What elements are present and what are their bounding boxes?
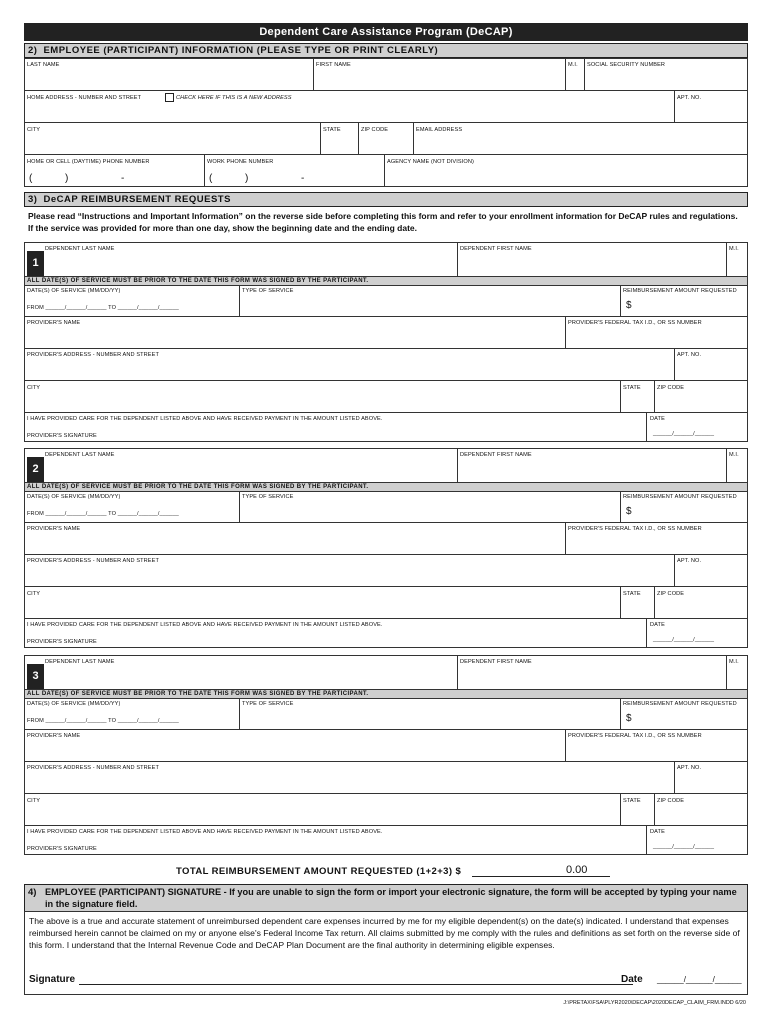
dep3-certify-text: I HAVE PROVIDED CARE FOR THE DEPENDENT LISTED ABOVE AND HAVE RECEIVED PAYMENT IN THE AMOUNT LISTED ABOVE. bbox=[27, 829, 383, 835]
email-field[interactable] bbox=[413, 122, 748, 155]
dep1-last-name-field[interactable] bbox=[24, 242, 458, 277]
dep3-city-field[interactable] bbox=[24, 793, 621, 826]
dep3-notice: ALL DATE(S) OF SERVICE MUST BE PRIOR TO THE DATE THIS FORM WAS SIGNED BY THE PARTICIPANT. bbox=[27, 691, 369, 697]
home-phone-dash: - bbox=[121, 173, 125, 184]
dep3-apt-label: APT. NO. bbox=[677, 765, 702, 771]
zip-field[interactable] bbox=[358, 122, 414, 155]
section-4-body bbox=[24, 911, 748, 995]
dep1-dollar-sign: $ bbox=[626, 300, 632, 311]
dep2-apt-label: APT. NO. bbox=[677, 558, 702, 564]
dep3-provider-signature-label: PROVIDER'S SIGNATURE bbox=[27, 846, 97, 852]
dep1-date-field[interactable] bbox=[646, 412, 748, 442]
dep1-first-name-label: DEPENDENT FIRST NAME bbox=[460, 246, 532, 252]
dep3-apt-field[interactable] bbox=[674, 761, 748, 794]
city-label: CITY bbox=[27, 127, 41, 133]
signature-date-field[interactable]: ______/______/______ bbox=[657, 975, 742, 984]
signature-label: Signature bbox=[29, 974, 76, 985]
dep1-from-to: FROM ______/______/______ TO ______/______/______ bbox=[27, 305, 179, 311]
dep3-type-field[interactable] bbox=[239, 698, 621, 730]
dep3-tax-id-field[interactable] bbox=[565, 729, 748, 762]
dep2-number-badge: 2 bbox=[27, 457, 44, 482]
section-4-title: EMPLOYEE (PARTICIPANT) SIGNATURE - If you are unable to sign the form or import your electronic signature, the form will be accepted by typing your name in the signature field. bbox=[45, 887, 737, 909]
section-4-statement: The above is a true and accurate statement of unreimbursed dependent care expenses incurred by me for my eligible dependent(s) on the date(s) indicated. I understand that expenses reimbursed herein cannot be claimed on my or anyone else's Federal Income Tax return. All claims submitted by me comply with the rules and definitions as set forth on the reverse side of this form. I understand that the Internal Revenue Code and DeCAP Plan Document are the final authority in determining eligible expenses. bbox=[29, 916, 740, 950]
dep3-tax-id-label: PROVIDER'S FEDERAL TAX I.D., OR SS NUMBER bbox=[568, 733, 702, 739]
dep3-provider-address-field[interactable] bbox=[24, 761, 675, 794]
dep1-state-field[interactable] bbox=[620, 380, 655, 413]
dep2-apt-field[interactable] bbox=[674, 554, 748, 587]
new-address-label: CHECK HERE IF THIS IS A NEW ADDRESS bbox=[176, 95, 292, 101]
dep1-apt-label: APT. NO. bbox=[677, 352, 702, 358]
dep3-amount-field[interactable] bbox=[620, 698, 748, 730]
dep1-first-name-field[interactable] bbox=[457, 242, 727, 277]
dep3-date-field[interactable] bbox=[646, 825, 748, 855]
dep2-type-field[interactable] bbox=[239, 491, 621, 523]
dep1-amount-label: REIMBURSEMENT AMOUNT REQUESTED bbox=[623, 288, 737, 294]
dep1-state-label: STATE bbox=[623, 385, 641, 391]
agency-field[interactable] bbox=[384, 154, 748, 187]
section-4-header bbox=[24, 884, 748, 912]
mi-field[interactable] bbox=[565, 58, 585, 91]
dep1-date-blank: ______/______/______ bbox=[653, 431, 715, 437]
ssn-field[interactable] bbox=[584, 58, 748, 91]
work-phone-field[interactable] bbox=[204, 154, 385, 187]
dep2-provider-address-field[interactable] bbox=[24, 554, 675, 587]
dep3-certify-box bbox=[24, 825, 647, 855]
dep2-type-label: TYPE OF SERVICE bbox=[242, 494, 294, 500]
dep3-from-to: FROM ______/______/______ TO ______/______/______ bbox=[27, 718, 179, 724]
dep1-type-field[interactable] bbox=[239, 285, 621, 317]
work-phone-label: WORK PHONE NUMBER bbox=[207, 159, 274, 165]
dep2-state-field[interactable] bbox=[620, 586, 655, 619]
agency-label: AGENCY NAME (NOT DIVISION) bbox=[387, 159, 474, 165]
dep1-tax-id-field[interactable] bbox=[565, 316, 748, 349]
dep3-zip-field[interactable] bbox=[654, 793, 748, 826]
dep3-state-label: STATE bbox=[623, 798, 641, 804]
signature-line[interactable] bbox=[79, 984, 633, 985]
dep3-city-label: CITY bbox=[27, 798, 41, 804]
dep3-dollar-sign: $ bbox=[626, 713, 632, 724]
dep3-provider-name-field[interactable] bbox=[24, 729, 566, 762]
state-label: STATE bbox=[323, 127, 341, 133]
first-name-field[interactable] bbox=[313, 58, 566, 91]
dep3-type-label: TYPE OF SERVICE bbox=[242, 701, 294, 707]
dep2-provider-name-label: PROVIDER'S NAME bbox=[27, 526, 81, 532]
dep2-dollar-sign: $ bbox=[626, 506, 632, 517]
dep2-last-name-field[interactable] bbox=[24, 448, 458, 483]
dep2-mi-field[interactable] bbox=[726, 448, 748, 483]
dep2-date-blank: ______/______/______ bbox=[653, 637, 715, 643]
dep3-zip-label: ZIP CODE bbox=[657, 798, 685, 804]
city-field[interactable] bbox=[24, 122, 321, 155]
dep3-dates-field[interactable] bbox=[24, 698, 240, 730]
dep2-dates-field[interactable] bbox=[24, 491, 240, 523]
dep2-amount-field[interactable] bbox=[620, 491, 748, 523]
dep3-last-name-label: DEPENDENT LAST NAME bbox=[45, 659, 115, 665]
dep1-apt-field[interactable] bbox=[674, 348, 748, 381]
dep2-provider-address-label: PROVIDER'S ADDRESS - NUMBER AND STREET bbox=[27, 558, 159, 564]
home-phone-paren-open: ( bbox=[29, 173, 33, 184]
dep3-amount-label: REIMBURSEMENT AMOUNT REQUESTED bbox=[623, 701, 737, 707]
signature-date-label: Date bbox=[621, 974, 643, 985]
mi-label: M.I. bbox=[568, 62, 578, 68]
dep3-date-label: DATE bbox=[650, 829, 665, 835]
dep1-provider-address-field[interactable] bbox=[24, 348, 675, 381]
dep1-type-label: TYPE OF SERVICE bbox=[242, 288, 294, 294]
form-title: Dependent Care Assistance Program (DeCAP) bbox=[24, 23, 748, 41]
dep1-dates-label: DATE(S) OF SERVICE (MM/DD/YY) bbox=[27, 288, 121, 294]
dep1-city-label: CITY bbox=[27, 385, 41, 391]
dep2-certify-text: I HAVE PROVIDED CARE FOR THE DEPENDENT LISTED ABOVE AND HAVE RECEIVED PAYMENT IN THE AMOUNT LISTED ABOVE. bbox=[27, 622, 383, 628]
dep1-number-badge: 1 bbox=[27, 251, 44, 276]
dep3-mi-field[interactable] bbox=[726, 655, 748, 690]
apt-field[interactable] bbox=[674, 90, 748, 123]
dep3-first-name-field[interactable] bbox=[457, 655, 727, 690]
dep3-number-badge: 3 bbox=[27, 664, 44, 689]
dep1-date-label: DATE bbox=[650, 416, 665, 422]
dep2-zip-field[interactable] bbox=[654, 586, 748, 619]
work-phone-dash: - bbox=[301, 173, 305, 184]
new-address-checkbox[interactable] bbox=[165, 93, 174, 102]
dep1-mi-field[interactable] bbox=[726, 242, 748, 277]
section-3-instructions: Please read “Instructions and Important Information” on the reverse side before completing this form and refer to your enrollment information for DeCAP rules and regulations. If the service was provided for more than one day, show the beginning date and the ending date. bbox=[28, 211, 738, 233]
dep1-zip-field[interactable] bbox=[654, 380, 748, 413]
last-name-label: LAST NAME bbox=[27, 62, 60, 68]
work-phone-paren-open: ( bbox=[209, 173, 213, 184]
section-3-title: DeCAP REIMBURSEMENT REQUESTS bbox=[43, 194, 231, 205]
work-phone-paren-close: ) bbox=[245, 173, 249, 184]
dep2-tax-id-field[interactable] bbox=[565, 522, 748, 555]
dep1-provider-name-label: PROVIDER'S NAME bbox=[27, 320, 81, 326]
dep2-dates-label: DATE(S) OF SERVICE (MM/DD/YY) bbox=[27, 494, 121, 500]
dep2-date-field[interactable] bbox=[646, 618, 748, 648]
dep2-notice: ALL DATE(S) OF SERVICE MUST BE PRIOR TO THE DATE THIS FORM WAS SIGNED BY THE PARTICIPANT. bbox=[27, 484, 369, 490]
dep2-state-label: STATE bbox=[623, 591, 641, 597]
dep2-from-to: FROM ______/______/______ TO ______/______/______ bbox=[27, 511, 179, 517]
dep2-date-label: DATE bbox=[650, 622, 665, 628]
dep1-dates-field[interactable] bbox=[24, 285, 240, 317]
dep3-last-name-field[interactable] bbox=[24, 655, 458, 690]
section-2-title: EMPLOYEE (PARTICIPANT) INFORMATION (PLEASE TYPE OR PRINT CLEARLY) bbox=[43, 45, 439, 56]
ssn-label: SOCIAL SECURITY NUMBER bbox=[587, 62, 666, 68]
dep2-city-field[interactable] bbox=[24, 586, 621, 619]
dep3-date-blank: ______/______/______ bbox=[653, 844, 715, 850]
dep2-first-name-label: DEPENDENT FIRST NAME bbox=[460, 452, 532, 458]
dep3-mi-label: M.I. bbox=[729, 659, 739, 665]
dep2-mi-label: M.I. bbox=[729, 452, 739, 458]
home-phone-label: HOME OR CELL (DAYTIME) PHONE NUMBER bbox=[27, 159, 150, 165]
dep1-certify-box bbox=[24, 412, 647, 442]
dep1-provider-signature-label: PROVIDER'S SIGNATURE bbox=[27, 433, 97, 439]
state-field[interactable] bbox=[320, 122, 359, 155]
section-2-header bbox=[24, 43, 748, 58]
dep3-dates-label: DATE(S) OF SERVICE (MM/DD/YY) bbox=[27, 701, 121, 707]
section-2-number: 2) bbox=[28, 45, 38, 56]
dep2-tax-id-label: PROVIDER'S FEDERAL TAX I.D., OR SS NUMBER bbox=[568, 526, 702, 532]
section-3-number: 3) bbox=[28, 194, 38, 205]
dep3-state-field[interactable] bbox=[620, 793, 655, 826]
section-3-header bbox=[24, 192, 748, 207]
email-label: EMAIL ADDRESS bbox=[416, 127, 463, 133]
home-phone-paren-close: ) bbox=[65, 173, 69, 184]
total-label: TOTAL REIMBURSEMENT AMOUNT REQUESTED (1+2+3) $ bbox=[176, 866, 462, 877]
dep2-zip-label: ZIP CODE bbox=[657, 591, 685, 597]
dep1-amount-field[interactable] bbox=[620, 285, 748, 317]
zip-label: ZIP CODE bbox=[361, 127, 389, 133]
home-address-label: HOME ADDRESS - NUMBER AND STREET bbox=[27, 95, 142, 101]
dep1-provider-address-label: PROVIDER'S ADDRESS - NUMBER AND STREET bbox=[27, 352, 159, 358]
dep2-provider-signature-label: PROVIDER'S SIGNATURE bbox=[27, 639, 97, 645]
total-value: 0.00 bbox=[566, 864, 588, 876]
dep2-first-name-field[interactable] bbox=[457, 448, 727, 483]
dep1-city-field[interactable] bbox=[24, 380, 621, 413]
last-name-field[interactable] bbox=[24, 58, 314, 91]
dep1-zip-label: ZIP CODE bbox=[657, 385, 685, 391]
dep3-provider-name-label: PROVIDER'S NAME bbox=[27, 733, 81, 739]
home-phone-field[interactable] bbox=[24, 154, 205, 187]
dep1-mi-label: M.I. bbox=[729, 246, 739, 252]
dep1-notice: ALL DATE(S) OF SERVICE MUST BE PRIOR TO THE DATE THIS FORM WAS SIGNED BY THE PARTICIPANT. bbox=[27, 278, 369, 284]
dep3-provider-address-label: PROVIDER'S ADDRESS - NUMBER AND STREET bbox=[27, 765, 159, 771]
dep2-amount-label: REIMBURSEMENT AMOUNT REQUESTED bbox=[623, 494, 737, 500]
first-name-label: FIRST NAME bbox=[316, 62, 351, 68]
dep1-last-name-label: DEPENDENT LAST NAME bbox=[45, 246, 115, 252]
dep2-last-name-label: DEPENDENT LAST NAME bbox=[45, 452, 115, 458]
footer-path: J:\PRETAX\FSA\PLYR2020\DECAP\2020DECAP_CLAIM_FRM.INDD 6/20 bbox=[563, 1000, 746, 1006]
dep2-provider-name-field[interactable] bbox=[24, 522, 566, 555]
apt-label: APT. NO. bbox=[677, 95, 702, 101]
dep2-certify-box bbox=[24, 618, 647, 648]
section-4-number: 4) bbox=[28, 887, 37, 898]
dep1-certify-text: I HAVE PROVIDED CARE FOR THE DEPENDENT LISTED ABOVE AND HAVE RECEIVED PAYMENT IN THE AMOUNT LISTED ABOVE. bbox=[27, 416, 383, 422]
dep2-city-label: CITY bbox=[27, 591, 41, 597]
dep1-provider-name-field[interactable] bbox=[24, 316, 566, 349]
dep1-tax-id-label: PROVIDER'S FEDERAL TAX I.D., OR SS NUMBER bbox=[568, 320, 702, 326]
total-underline bbox=[472, 876, 610, 877]
dep3-first-name-label: DEPENDENT FIRST NAME bbox=[460, 659, 532, 665]
home-address-field[interactable] bbox=[24, 90, 675, 123]
